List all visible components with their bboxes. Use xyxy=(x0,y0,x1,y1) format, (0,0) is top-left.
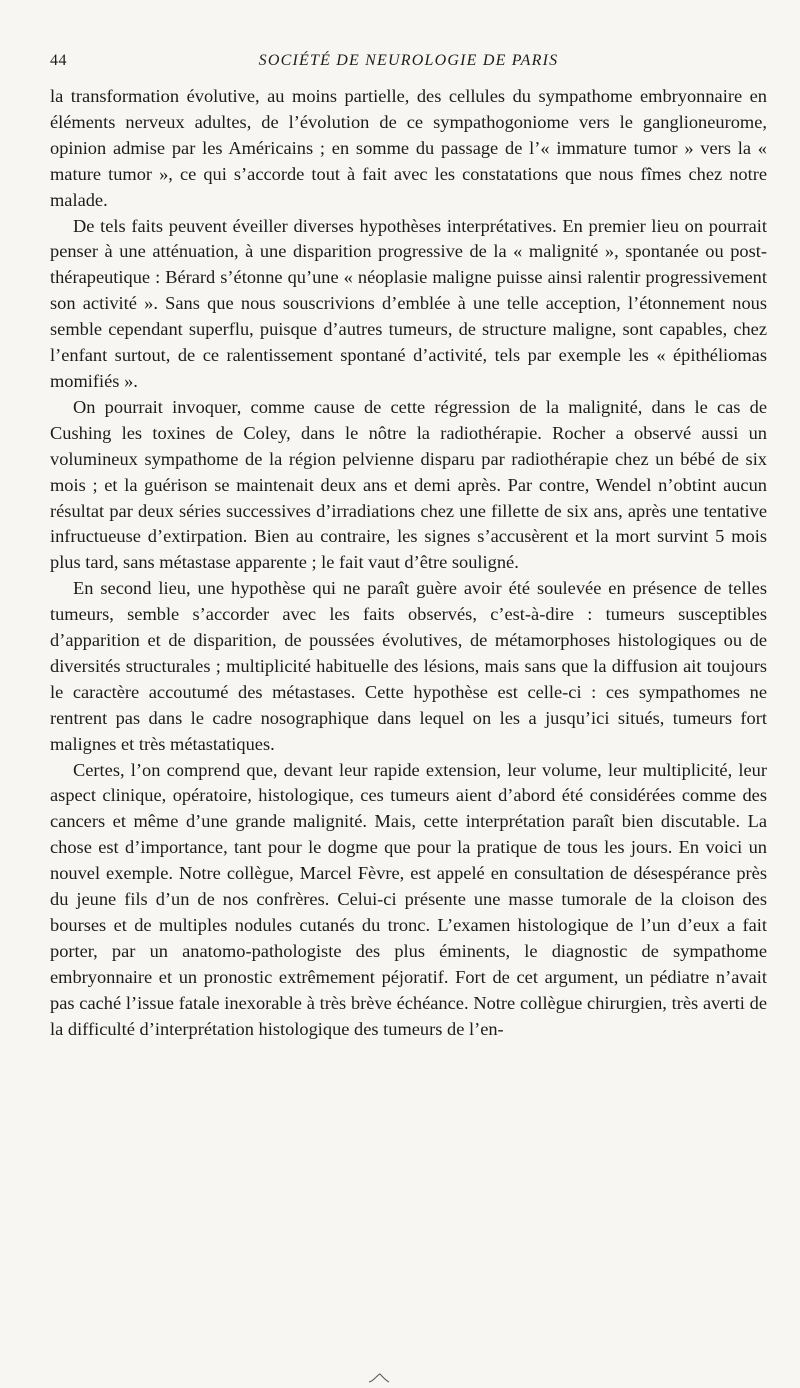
paragraph-malignancy-discussion: Certes, l’on comprend que, devant leur rapide extension, leur volume, leur multiplicité, leur aspect clinique, opératoire, histologique, ces tumeurs aient d’abord été considérées comme des cancers et même d’une grande malignité. Mais, cette interprétation paraît bien discutable. La chose est d’importance, tant pour le dogme que pour la pratique de tous les jours. En voici un nouvel exemple. Notre collègue, Marcel Fèvre, est appelé en consultation de désespérance près du jeune fils d’un de nos confrères. Celui-ci présente une masse tumorale de la cloison des bourses et de multiples nodules cutanés du tronc. L’examen histologique de l’un d’eux a fait porter, par un anatomo-pathologiste des plus éminents, le diagnostic de sympathome embryonnaire et un pronostic extrêmement péjoratif. Fort de cet argument, un pédiatre n’avait pas caché l’issue fatale inexorable à très brève échéance. Notre collègue chirurgien, très averti de la difficulté d’interprétation histologique des tumeurs de l’en- xyxy=(50,759,767,1039)
paragraph-continuation: la transformation évolutive, au moins partielle, des cellules du sympathome embryonnaire en éléments nerveux adultes, de l’évolution de ce sympathogoniome vers le ganglioneurome, opinion admise par les Américains ; en somme du passage de l’« immature tumor » vers la « mature tumor », ce qui s’accorde tout à fait avec les constatations que nous fîmes chez notre malade. xyxy=(50,86,767,210)
page xyxy=(50,52,767,1043)
paragraph-hypotheses: De tels faits peuvent éveiller diverses hypothèses interprétatives. En premier lieu on pourrait penser à une atténuation, à une disparition progressive de la « malignité », spontanée ou post-thérapeutique : Bérard s’étonne qu’une « néoplasie maligne puisse ainsi ralentir progressivement son activité ». Sans que nous souscrivions d’emblée à une telle acception, l’étonnement nous semble cependant superflu, puisque d’autres tumeurs, de structure maligne, sont capables, chez l’enfant surtout, de ce ralentissement spontané d’activité, tels par exemple les « épithéliomas momifiés ». xyxy=(50,215,767,391)
running-title: SOCIÉTÉ DE NEUROLOGIE DE PARIS xyxy=(258,52,559,69)
body-text xyxy=(50,84,767,1043)
paragraph-radiotherapy: On pourrait invoquer, comme cause de cette régression de la malignité, dans le cas de Cushing les toxines de Coley, dans le nôtre la radiothérapie. Rocher a observé aussi un volumineux sympathome de la région pelvienne disparu par radiothérapie chez un bébé de six mois ; et la guérison se maintenait deux ans et demi après. Par contre, Wendel n’obtint aucun résultat par deux séries successives d’irradiations chez une fillette de six ans, après une tentative infructueuse d’extirpation. Bien au contraire, les signes s’accusèrent et la mort survint 5 mois plus tard, sans métastase apparente ; le fait vaut d’être souligné. xyxy=(50,396,767,573)
page-header xyxy=(50,52,767,78)
page-number: 44 xyxy=(50,52,67,69)
paragraph-second-hypothesis: En second lieu, une hypothèse qui ne paraît guère avoir été soulevée en présence de telles tumeurs, semble s’accorder avec les faits observés, c’est-à-dire : tumeurs susceptibles d’apparition et de disparition, de poussées évolutives, de métamorphoses histologiques ou de diversités structurales ; multiplicité habituelle des lésions, mais sans que la diffusion ait toujours le caractère accoutumé des métastases. Cette hypothèse est celle-ci : ces sympathomes ne rentrent pas dans le cadre nosographique dans lequel on les a jusqu’ici situés, tumeurs fort malignes et très métastatiques. xyxy=(50,578,767,754)
scan-mark xyxy=(368,1372,390,1384)
